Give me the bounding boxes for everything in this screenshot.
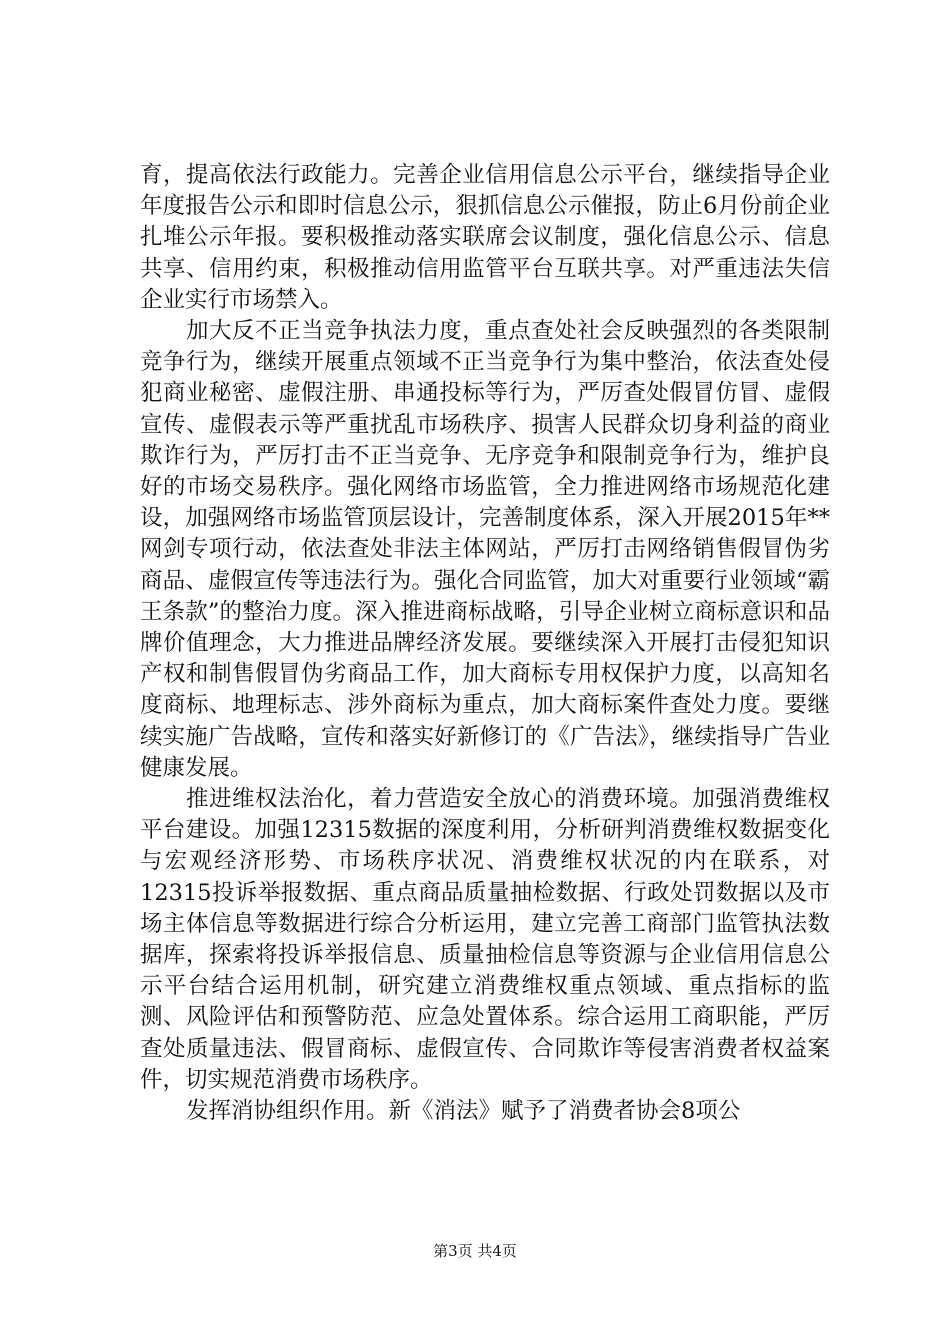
paragraph-2: 加大反不正当竞争执法力度，重点查处社会反映强烈的各类限制竞争行为，继续开展重点领域不正当竞争行为集中整治，依法查处侵犯商业秘密、虚假注册、串通投标等行为，严厉查处假冒仿冒、虚假宣传、虚假表示等严重扰乱市场秩序、损害人民群众切身利益的商业欺诈行为，严厉打击不正当竞争、无序竞争和限制竞争行为，维护良好的市场交易秩序。强化网络市场监管，全力推进网络市场规范化建设，加强网络市场监管顶层设计，完善制度体系，深入开展2015年**网剑专项行动，依法查处非法主体网站，严厉打击网络销售假冒伪劣商品、虚假宣传等违法行为。强化合同监管，加大对重要行业领域“霸王条款”的整治力度。深入推进商标战略，引导企业树立商标意识和品牌价值理念，大力推进品牌经济发展。要继续深入开展打击侵犯知识产权和制售假冒伪劣商品工作，加大商标专用权保护力度，以高知名度商标、地理标志、涉外商标为重点，加大商标案件查处力度。要继续实施广告战略，宣传和落实好新修订的《广告法》，继续指导广告业健康发展。 bbox=[140, 318, 830, 781]
page-footer bbox=[0, 1240, 950, 1261]
document-body bbox=[140, 160, 830, 1127]
paragraph-4: 发挥消协组织作用。新《消法》赋予了消费者协会8项公 bbox=[186, 1098, 741, 1125]
page-number-label: 第3页 共4页 bbox=[433, 1242, 517, 1260]
paragraph-1: 育，提高依法行政能力。完善企业信用信息公示平台，继续指导企业年度报告公示和即时信息公示，狠抓信息公示催报，防止6月份前企业扎堆公示年报。要积极推动落实联席会议制度，强化信息公示、信息共享、信用约束，积极推动信用监管平台互联共享。对严重违法失信企业实行市场禁入。 bbox=[140, 162, 830, 313]
paragraph-3: 推进维权法治化，着力营造安全放心的消费环境。加强消费维权平台建设。加强12315数据的深度利用，分析研判消费维权数据变化与宏观经济形势、市场秩序状况、消费维权状况的内在联系，对12315投诉举报数据、重点商品质量抽检数据、行政处罚数据以及市场主体信息等数据进行综合分析运用，建立完善工商部门监管执法数据库，探索将投诉举报信息、质量抽检信息等资源与企业信用信息公示平台结合运用机制，研究建立消费维权重点领域、重点指标的监测、风险评估和预警防范、应急处置体系。综合运用工商职能，严厉查处质量违法、假冒商标、虚假宣传、合同欺诈等侵害消费者权益案件，切实规范消费市场秩序。 bbox=[140, 786, 830, 1093]
